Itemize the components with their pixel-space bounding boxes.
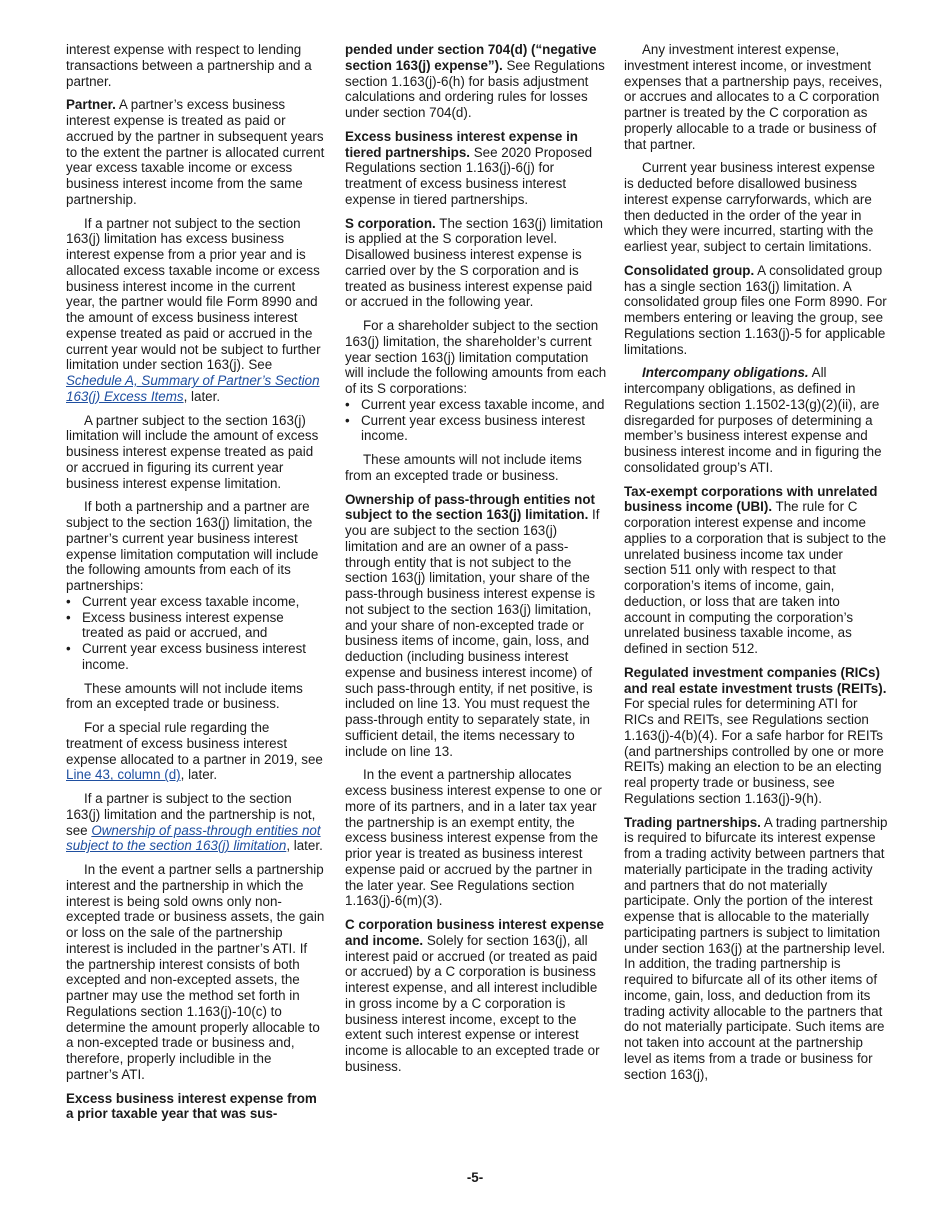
heading-tax-exempt: Tax-exempt corporations with unrelated business income (UBI). (624, 483, 878, 515)
text: , later. (183, 388, 221, 404)
paragraph (624, 365, 888, 475)
text: Solely for section 163(j), all interest paid or accrued (or treated as paid or accrued) by a C corporation is business interest expense, and all interest includible in gross income by a C corporation is business interest income, except to the extent such interest expense or interest income is allocable to an excepted trade or business. (345, 932, 600, 1074)
text: Current year excess taxable income, (82, 593, 300, 609)
heading-s-corporation: S corporation. (345, 215, 436, 231)
heading-partner: Partner. (66, 97, 116, 113)
text: For a special rule regarding the treatment of excess business interest expense allocated to a partner in 2019, see (66, 720, 323, 767)
heading-continued: pended under section 704(d) (“negative section 163(j) expense”). (345, 42, 597, 73)
heading-c-corporation: C corporation business interest expense and income. (345, 917, 604, 948)
bullet-item (66, 641, 326, 673)
link-ownership[interactable]: Ownership of pass-through entities not subject to the section 163(j) limitation (66, 822, 321, 854)
paragraph: These amounts will not include items from an excepted trade or business. (66, 680, 303, 712)
text: If you are subject to the section 163(j) limitation and are an owner of a pass-through entity that is not subject to the section 163(j) limitation, your share of the pass-through business interest expense is not subject to the section 163(j) limitation, and your share of non-excepted trade or business items of income, gain, loss, and deduction (including business interest expense and business interest income) of such pass-through entity, if net positive, is included on line 13. You must request the pass-through entity to separately state, in sufficient detail, the items necessary to include on line 13. (345, 507, 600, 759)
paragraph: A partner subject to the section 163(j) limitation will include the amount of excess business interest expense treated as paid or accrued in figuring its current year business interest expense limitation. (66, 412, 319, 491)
text: For special rules for determining ATI for RICs and REITs, see Regulations section 1.163(j)-4(b)(4). For a safe harbor for REITs (and partnerships controlled by one or more REITs) making an election to be an electing real property trade or business, see Regulations section 1.163(j)-9(h). (624, 696, 884, 806)
bullet-item (66, 594, 326, 610)
text: All intercompany obligations, as defined in Regulations section 1.1502-13(g)(2)(ii), are disregarded for purposes of determining a member’s business interest expense and business interest income and in figuring the consolidated group’s ATI. (624, 365, 882, 475)
paragraph: For a shareholder subject to the section 163(j) limitation, the shareholder’s current year section 163(j) limitation computation will include the following amounts from each of its S corporations: (345, 318, 607, 396)
text: See 2020 Proposed Regulations section 1.163(j)-6(j) for treatment of excess business interest expense in tiered partnerships. (345, 144, 593, 207)
bullet-item (345, 413, 607, 445)
heading-rics-reits: Regulated investment companies (RICs) and real estate investment trusts (REITs). (624, 664, 887, 696)
paragraph (345, 42, 607, 121)
text: If a partner not subject to the section 163(j) limitation has excess business interest expense from a prior year and is allocated excess taxable income or excess business interest income in the current year, the partner would file Form 8990 and the amount of excess business interest expense treated as paid or accrued in the current year would not be subject to further limitation under section 163(j). See (66, 215, 321, 373)
paragraph: If both a partnership and a partner are subject to the section 163(j) limitation, the partner’s current year business interest expense limitation computation will include the following amounts from each of its partnerships: (66, 499, 319, 593)
bullet-item (345, 397, 607, 413)
paragraph-partner (66, 97, 326, 207)
paragraph (345, 129, 607, 208)
text: The rule for C corporation interest expense and income applies to a corporation that is subject to the unrelated business income tax under section 511 only with respect to that corporation’s items of income, gain, deduction, or loss that are taken into account in computing the corporation’s unrelated business taxable income, as defined in section 512. (624, 499, 887, 656)
link-schedule-a[interactable]: Schedule A, Summary of Partner’s Section 163(j) Excess Items (66, 373, 320, 404)
text: A trading partnership is required to bifurcate its interest expense from a trading activity between partners that materially participate in the trading activity and partners that do not materially participate. Only the portion of the interest expense that is allocable to the materially participating partners is subject to limitation under section 163(j) at the partnership level. In addition, the trading partnership is required to bifurcate all of its other items of income, gain, loss, and deduction from its trading activity allocable to the partners that do not materially participate. Such items are not taken into account at the partnership level as items from a trade or business for section 163(j), (624, 814, 888, 1082)
paragraph (624, 665, 888, 807)
heading-intercompany: Intercompany obligations. (642, 365, 809, 381)
text: A consolidated group has a single section 163(j) limitation. A consolidated group files one Form 8990. For members entering or leaving the group, see Regulations section 1.163(j)-5 for applicable limitations. (624, 262, 887, 357)
paragraph: Any investment interest expense, investment interest income, or investment expenses that a partnership pays, receives, or accrues and allocates to a C corporation partner is treated by the C corporation as properly allocable to a trade or business of that partner. (624, 42, 883, 152)
bullet-icon: • (66, 641, 71, 656)
paragraph: In the event a partnership allocates excess business interest expense to one or more of its partners, and in a later tax year the partnership is an exempt entity, the excess business interest expense from the prior year is treated as business interest expense paid or accrued by the partner in the later year. See Regulations section 1.163(j)-6(m)(3). (345, 767, 602, 909)
paragraph (66, 720, 326, 783)
paragraph (345, 917, 607, 1075)
heading-tiered-partnerships: Excess business interest expense in tiered partnerships. (345, 128, 578, 160)
text: Current year excess business interest income. (361, 412, 586, 444)
text: If a partner is subject to the section 163(j) limitation and the partnership is not, see (66, 791, 316, 838)
paragraph (624, 263, 888, 358)
heading-consolidated-group: Consolidated group. (624, 262, 755, 278)
column-2 (345, 42, 607, 1075)
paragraph (624, 815, 888, 1083)
text: Current year excess taxable income, and (361, 396, 605, 412)
bullet-icon: • (66, 609, 71, 625)
paragraph: In the event a partner sells a partnership interest and the partnership in which the interest is being sold owns only non-excepted trade or business assets, the gain or loss on the sale of the partnership interest is included in the partner’s ATI. If the partnership interest consists of both excepted and non-excepted assets, the partner may use the method set forth in Regulations section 1.163(j)-10(c) to determine the amount properly allocable to a non-excepted trade or business and, therefore, properly includible in the partner’s ATI. (66, 862, 325, 1082)
paragraph (66, 791, 326, 854)
text: Excess business interest expense treated as paid or accrued, and (82, 609, 284, 641)
heading-ownership: Ownership of pass-through entities not subject to the section 163(j) limitation. (345, 491, 595, 523)
text: The section 163(j) limitation is applied at the S corporation level. Disallowed business interest expense is carried over by the S corporation and is treated as business interest expense paid or accrued in the following year. (345, 215, 603, 310)
column-3 (624, 42, 888, 1082)
text: , later. (180, 767, 218, 783)
heading-excess-prior-year: Excess business interest expense from a prior taxable year that was sus- (66, 1090, 317, 1122)
bullet-icon: • (345, 396, 350, 412)
text: A partner’s excess business interest expense is treated as paid or accrued by the partner in subsequent years to the extent the partner is allocated current year excess taxable income or excess business interest income from the same partnership. (66, 97, 325, 207)
paragraph (66, 216, 326, 405)
bullet-icon: • (66, 593, 71, 609)
paragraph (345, 216, 607, 311)
heading-trading-partnerships: Trading partnerships. (624, 814, 761, 830)
bullet-icon: • (345, 412, 350, 428)
paragraph (345, 492, 607, 760)
link-line-43[interactable]: Line 43, column (d) (66, 767, 181, 783)
page-number: -5- (466, 1170, 484, 1185)
text: , later. (286, 838, 323, 854)
bullet-item (66, 610, 326, 642)
paragraph: interest expense with respect to lending transactions between a partnership and a partner. (66, 42, 312, 89)
text: See Regulations section 1.163(j)-6(h) for basis adjustment calculations and ordering rules for losses under section 704(d). (345, 57, 605, 120)
column-1 (66, 42, 326, 1122)
paragraph (624, 484, 888, 657)
text: Current year excess business interest income. (82, 641, 307, 672)
paragraph: Current year business interest expense is deducted before disallowed business interest expense carryforwards, which are then deducted in the order of the year in which they were incurred, starting with the earliest year, subject to certain limitations. (624, 160, 875, 254)
paragraph: These amounts will not include items from an excepted trade or business. (345, 452, 582, 483)
